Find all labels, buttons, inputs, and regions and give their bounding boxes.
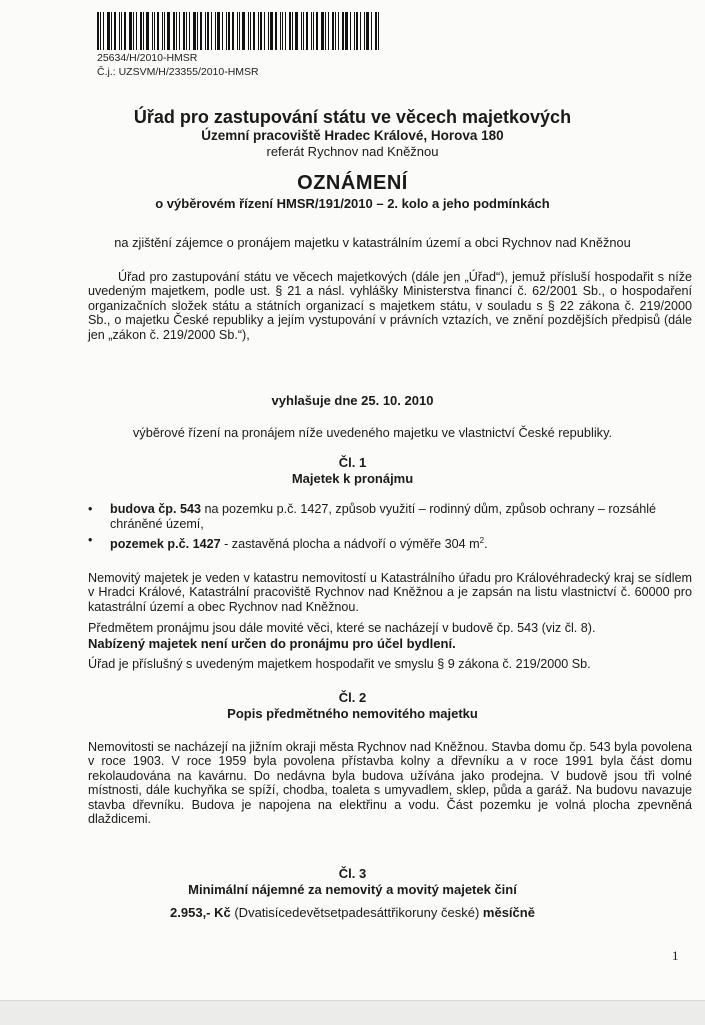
list-item-end: . — [484, 537, 488, 552]
barcode-bar — [100, 12, 101, 50]
barcode-bar — [152, 12, 153, 50]
rent-period: měsíčně — [482, 905, 535, 920]
barcode-bar — [186, 12, 187, 50]
barcode-bar — [215, 12, 216, 50]
barcode-bar — [114, 12, 116, 50]
barcode-bar — [371, 12, 372, 50]
barcode-bar — [250, 12, 251, 50]
section-3-title: Minimální nájemné za nemovitý a movitý majetek činí — [188, 882, 517, 897]
section-2-number: Čl. 2 — [338, 690, 367, 705]
barcode-bar — [350, 12, 351, 50]
barcode-bar — [140, 12, 142, 50]
barcode-bar — [217, 12, 220, 50]
barcode-bar — [306, 12, 308, 50]
barcode-bar — [242, 12, 245, 50]
section-1-paragraph-4: Úřad je příslušný s uvedeným majetkem hospodařit ve smyslu § 9 zákona č. 219/2000 Sb. — [88, 657, 591, 671]
barcode-bar — [124, 12, 126, 50]
barcode-bar — [107, 12, 110, 50]
barcode-bar — [338, 12, 339, 50]
barcode-bar — [301, 12, 302, 50]
list-item — [88, 502, 688, 532]
barcode-bar — [345, 12, 348, 50]
office-branch: Územní pracoviště Hradec Králové, Horova 180 — [201, 128, 504, 143]
barcode-bar — [226, 12, 227, 50]
document-reference: 25634/H/2010-HMSR — [97, 52, 198, 64]
section-2-title: Popis předmětného nemovitého majetku — [227, 706, 478, 721]
barcode-bar — [311, 12, 312, 50]
section-1-paragraph-3: Nabízený majetek není určen do pronájmu pro účel bydlení. — [88, 636, 456, 651]
document-title: OZNÁMENÍ — [297, 172, 408, 194]
section-3-number: Čl. 3 — [338, 866, 367, 881]
barcode-bar — [364, 12, 365, 50]
bullet-icon: • — [88, 533, 93, 547]
barcode-bar — [253, 12, 255, 50]
superscript: 2 — [479, 536, 485, 545]
announce-date: vyhlašuje dne 25. 10. 2010 — [271, 393, 434, 408]
purpose-line: na zjištění zájemce o pronájem majetku v katastrálním území a obci Rychnov nad Kněžnou — [114, 235, 631, 250]
barcode-bar — [183, 12, 185, 50]
barcode-bar — [239, 12, 240, 50]
announce-text: výběrové řízení na pronájem níže uvedeného majetku ve vlastnictví České republiky. — [132, 425, 613, 440]
barcode-bar — [193, 12, 196, 50]
barcode-bar — [119, 12, 120, 50]
list-item-bold: pozemek p.č. 1427 — [110, 537, 221, 552]
barcode-bar — [295, 12, 298, 50]
barcode-bar — [173, 12, 175, 50]
scan-bottom-edge — [0, 1000, 705, 1025]
barcode-bar — [211, 12, 212, 50]
page-number: 1 — [672, 948, 679, 963]
barcode-bar — [207, 12, 209, 50]
barcode-bar — [121, 12, 122, 50]
barcode-bar — [316, 12, 318, 50]
list-item-text: - zastavěná plocha a nádvoří o výměře 304 m — [220, 537, 480, 552]
barcode-bar — [222, 12, 223, 50]
barcode-bar — [356, 12, 358, 50]
barcode-bar — [157, 12, 159, 50]
barcode-bar — [176, 12, 177, 50]
barcode-bar — [258, 12, 259, 50]
list-item-text: na pozemku p.č. 1427, způsob využití – rodinný dům, způsob ochrany – rozsáhlé chráněné území, — [110, 502, 657, 531]
barcode-bar — [280, 12, 281, 50]
section-2-paragraph: Nemovitosti se nacházejí na jižním okraji města Rychnov nad Kněžnou. Stavba domu čp. 543 byla povolena v roce 1903. V roce 1959 byla povolena přístavba kolny a dřevníku a v roce 1991 byla část domu rekolaudována na kavárnu. Do nedávna byla budova užívána jako prodejna. V budově jsou tři volné místnosti, dále kuchyňka se spíží, chodba, toaleta s umyvadlem, sklep, půda a garáž. Na budovu navazuje stavba dřevníku. Budova je napojena na elektřinu a vodu. Část pozemku je volná plocha zpevněná dlaždicemi. — [88, 740, 692, 827]
barcode-bar — [335, 12, 336, 50]
barcode-bar — [378, 12, 379, 50]
barcode-bar — [143, 12, 144, 50]
barcode-bar — [189, 12, 190, 50]
bullet-icon: • — [88, 502, 93, 516]
barcode-bar — [325, 12, 326, 50]
barcode-bar — [162, 12, 163, 50]
barcode-bar — [332, 12, 334, 50]
barcode-bar — [264, 12, 265, 50]
office-department: referát Rychnov nad Kněžnou — [266, 144, 439, 159]
barcode-bar — [260, 12, 262, 50]
barcode-bar — [133, 12, 134, 50]
section-1-title: Majetek k pronájmu — [291, 471, 414, 486]
barcode-bar — [292, 12, 293, 50]
barcode-bar — [360, 12, 361, 50]
barcode-bar — [366, 12, 369, 50]
list-item — [88, 533, 688, 552]
barcode-bar — [328, 12, 329, 50]
barcode-bar — [228, 12, 230, 50]
barcode-bar — [205, 12, 206, 50]
barcode-bar — [164, 12, 165, 50]
barcode — [97, 12, 401, 50]
barcode-bar — [167, 12, 170, 50]
section-1-paragraph-2: Předmětem pronájmu jsou dále movité věci, které se nacházejí v budově čp. 543 (viz čl. 8). — [88, 621, 596, 635]
barcode-bar — [111, 12, 112, 50]
office-name: Úřad pro zastupování státu ve věcech majetkových — [133, 107, 572, 127]
barcode-bar — [237, 12, 238, 50]
rent-amount-line — [0, 905, 705, 920]
barcode-bar — [200, 12, 202, 50]
barcode-bar — [136, 12, 137, 50]
barcode-bar — [375, 12, 377, 50]
rent-amount-words: (Dvatisícedevětsetpadesáttřikoruny české) — [230, 905, 483, 920]
barcode-bar — [179, 12, 180, 50]
barcode-bar — [248, 12, 249, 50]
list-item-bold: budova čp. 543 — [110, 502, 201, 516]
intro-paragraph: Úřad pro zastupování státu ve věcech majetkových (dále jen „Úřad“), jemuž přísluší hospodařit s níže uvedeným majetkem, podle ust. § 21 a násl. vyhlášky Ministerstva financí č. 62/2001 Sb., o hospodaření organizačních složek státu a státních organizací s majetkem státu, v souladu s § 22 zákona č. 219/2000 Sb., o majetku České republiky a jejím vystupování v právních vztazích, ve znění pozdějších předpisů (dále jen „zákon č. 219/2000 Sb.“), — [88, 270, 692, 342]
barcode-bar — [97, 12, 99, 50]
barcode-bar — [321, 12, 324, 50]
barcode-bar — [354, 12, 355, 50]
barcode-bar — [154, 12, 155, 50]
barcode-bar — [268, 12, 269, 50]
barcode-bar — [146, 12, 149, 50]
barcode-bar — [103, 12, 104, 50]
document-subtitle: o výběrovém řízení HMSR/191/2010 – 2. kolo a jeho podmínkách — [155, 196, 550, 211]
barcode-bar — [275, 12, 277, 50]
barcode-bar — [232, 12, 234, 50]
barcode-bar — [270, 12, 273, 50]
barcode-bar — [129, 12, 132, 50]
section-1-number: Čl. 1 — [338, 455, 367, 470]
barcode-bar — [197, 12, 198, 50]
barcode-bar — [289, 12, 291, 50]
barcode-bar — [342, 12, 344, 50]
case-reference: Č.j.: UZSVM/H/23355/2010-HMSR — [97, 66, 259, 78]
barcode-bar — [285, 12, 286, 50]
section-1-paragraph-1: Nemovitý majetek je veden v katastru nemovitostí u Katastrálního úřadu pro Královéhradecký kraj se sídlem v Hradci Králové, Katastrální pracoviště Rychnov nad Kněžnou a je zapsán na listu vlastnictví č. 60000 pro katastrální území a obec Rychnov nad Kněžnou. — [88, 571, 692, 614]
barcode-bar — [313, 12, 314, 50]
rent-amount: 2.953,- Kč — [170, 905, 231, 920]
barcode-bar — [303, 12, 304, 50]
barcode-bar — [282, 12, 283, 50]
